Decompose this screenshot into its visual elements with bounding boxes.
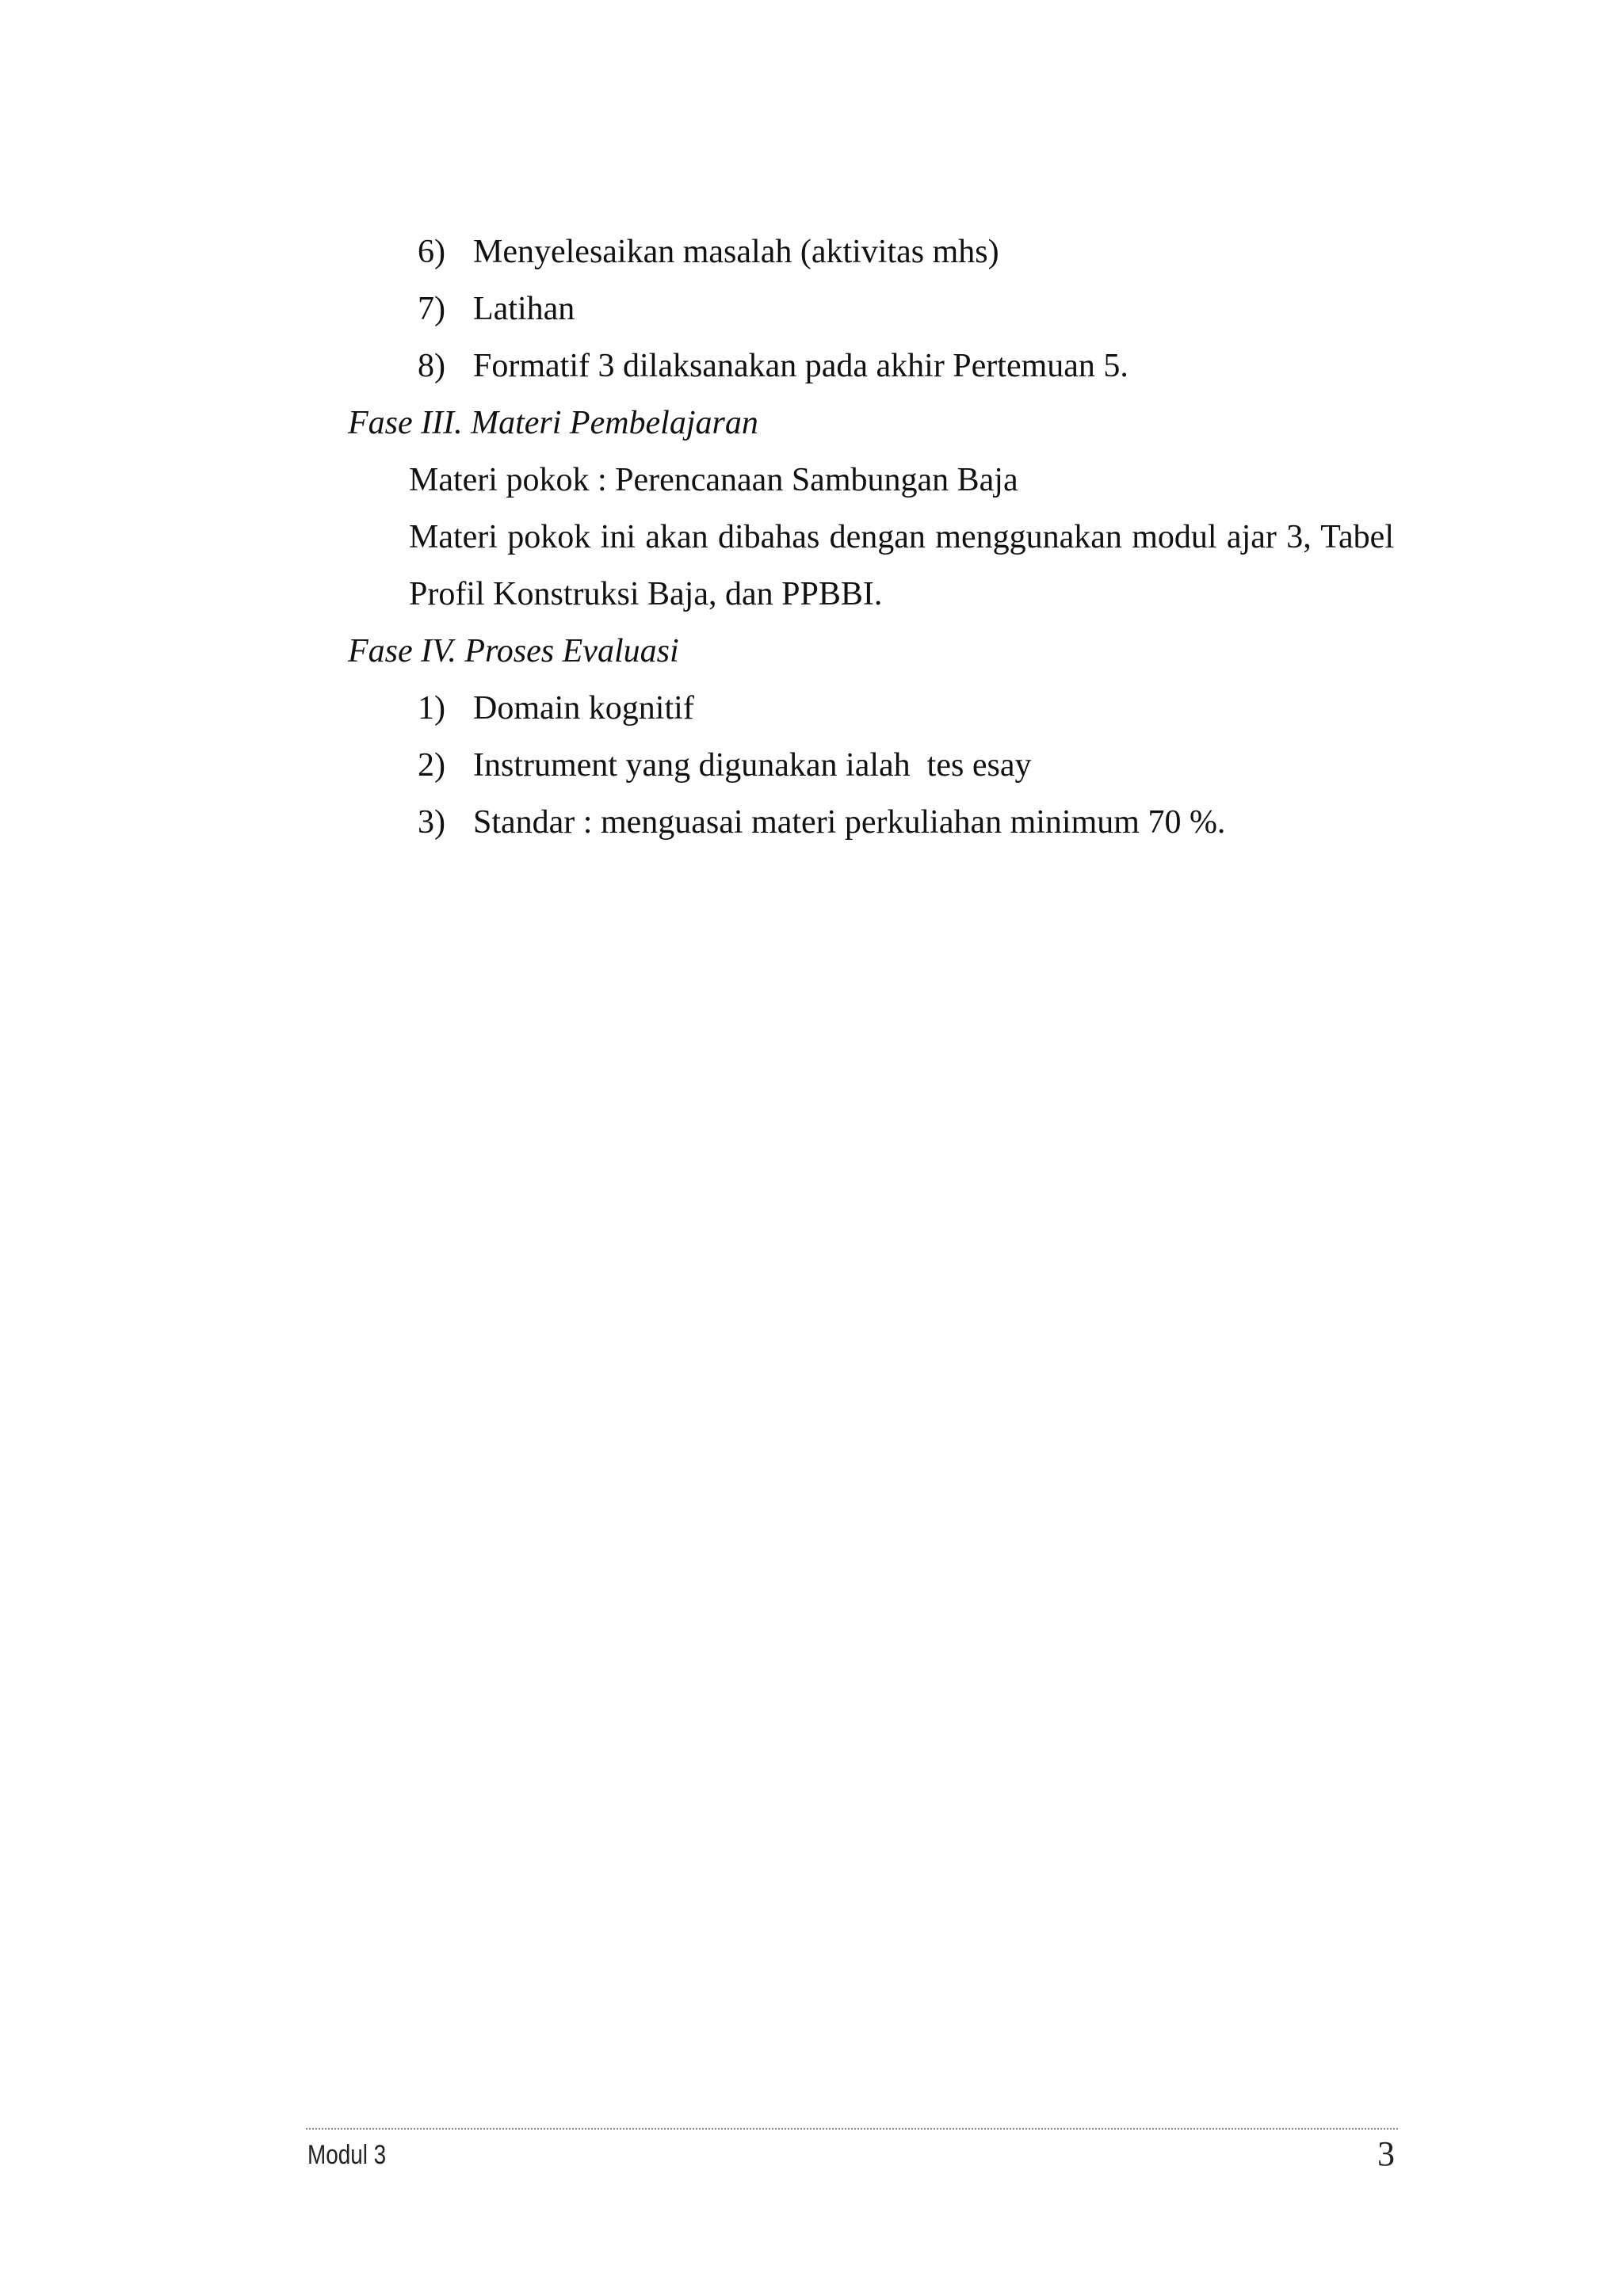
footer-module-label: Modul 3 (307, 2140, 387, 2170)
list-item-text: Formatif 3 dilaksanakan pada akhir Pertemuan 5. (473, 348, 1128, 384)
list-item-text: Instrument yang digunakan ialah tes esay (473, 747, 1032, 784)
list-item-number: 7) (418, 291, 445, 327)
materi-pokok-line: Materi pokok : Perencanaan Sambungan Baja (409, 462, 1018, 498)
list-item-number: 8) (418, 348, 445, 384)
page-number: 3 (1377, 2134, 1395, 2173)
section-heading-fase-3: Fase III. Materi Pembelajaran (348, 405, 758, 441)
list-item-text: Domain kognitif (473, 690, 694, 727)
materi-description-line: Materi pokok ini akan dibahas dengan menggunakan modul ajar 3, Tabel (409, 519, 1394, 555)
footer-divider (306, 2128, 1398, 2130)
materi-description-line-end: Profil Konstruksi Baja, dan PPBBI. (409, 576, 883, 612)
list-item-text: Standar : menguasai materi perkuliahan minimum 70 %. (473, 804, 1226, 841)
list-item-text: Menyelesaikan masalah (aktivitas mhs) (473, 234, 999, 270)
section-heading-fase-4: Fase IV. Proses Evaluasi (348, 633, 679, 669)
list-item-number: 3) (418, 804, 445, 841)
list-item-number: 1) (418, 690, 445, 727)
list-item-number: 2) (418, 747, 445, 784)
list-item-text: Latihan (473, 291, 575, 327)
list-item-number: 6) (418, 234, 445, 270)
